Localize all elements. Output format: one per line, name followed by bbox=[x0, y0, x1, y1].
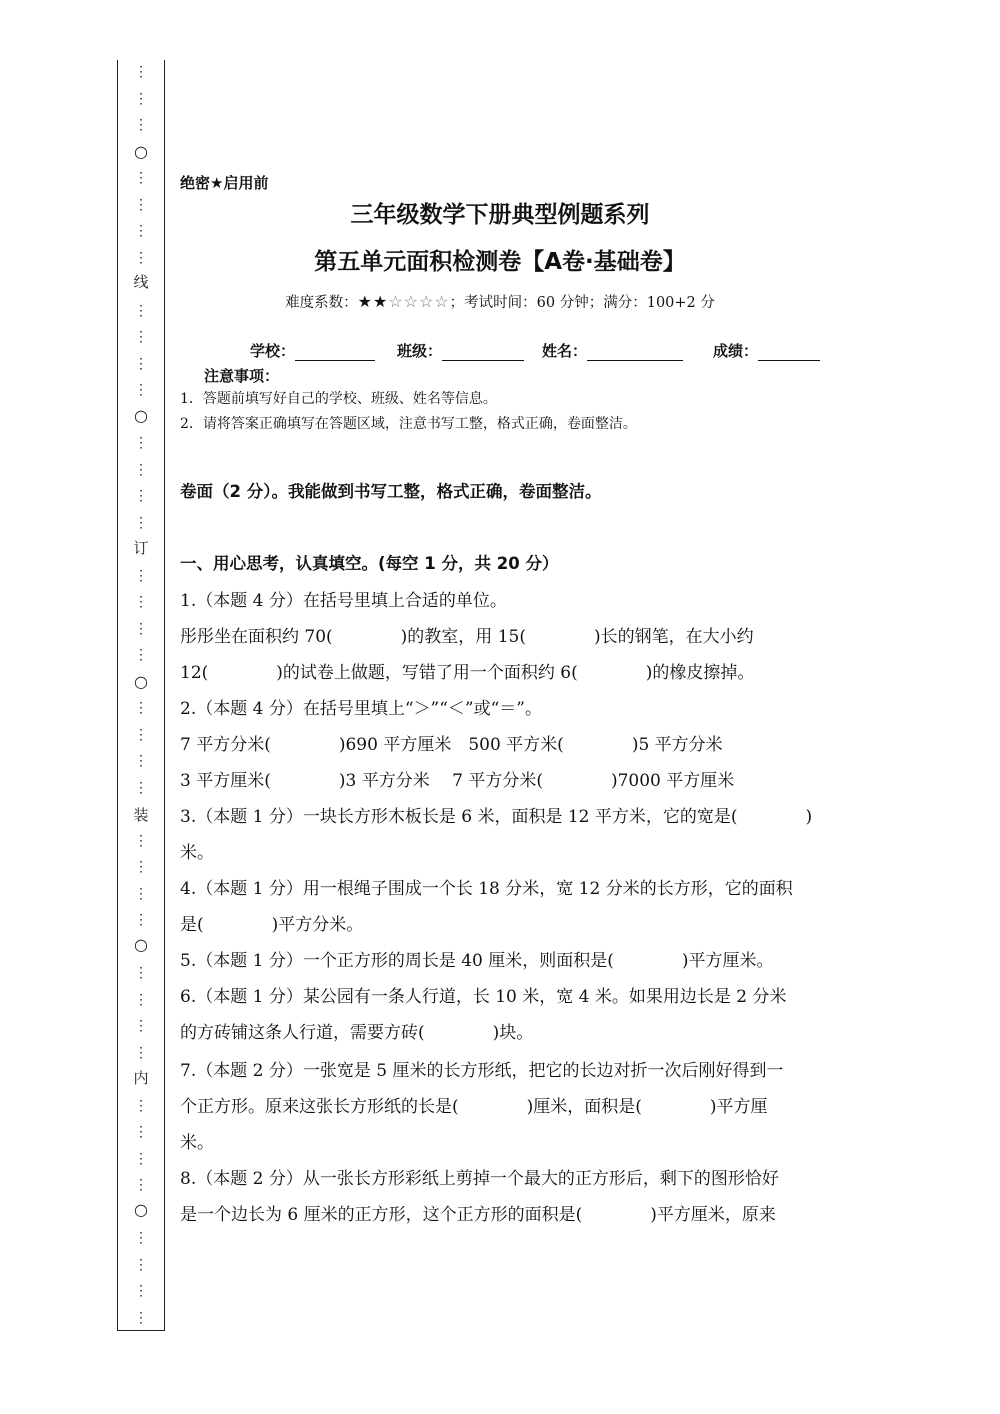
stars-empty: ☆☆☆☆ bbox=[388, 292, 450, 311]
binding-dots-icon: ⋮ bbox=[134, 461, 148, 478]
question-line: 3 平方厘米( )3 平方分米 7 平方分米( )7000 平方厘米 bbox=[180, 771, 735, 791]
notice-title: 注意事项： bbox=[204, 367, 280, 385]
question-line: 7.（本题 2 分）一张宽是 5 厘米的长方形纸，把它的长边对折一次后刚好得到一 bbox=[180, 1061, 784, 1081]
binding-dots-icon: ⋮ bbox=[134, 567, 148, 584]
difficulty-label: 难度系数： bbox=[285, 295, 358, 311]
question-line: 2.（本题 4 分）在括号里填上“＞”“＜”或“＝”。 bbox=[180, 699, 542, 719]
binding-circle-icon: ○ bbox=[134, 935, 148, 954]
question-line: 1.（本题 4 分）在括号里填上合适的单位。 bbox=[180, 591, 507, 611]
score-blank[interactable] bbox=[758, 344, 820, 361]
confidential-label: 绝密★启用前 bbox=[180, 174, 269, 192]
binding-dots-icon: ⋮ bbox=[134, 620, 148, 637]
question-line: 米。 bbox=[180, 843, 214, 863]
question-line: 4.（本题 1 分）用一根绳子围成一个长 18 分米，宽 12 分米的长方形，它的面积 bbox=[180, 879, 793, 899]
binding-label: 订 bbox=[133, 539, 149, 557]
binding-dots-icon: ⋮ bbox=[134, 753, 148, 769]
binding-dots-icon: ⋮ bbox=[134, 647, 148, 663]
page-subtitle: 第五单元面积检测卷【A卷·基础卷】 bbox=[314, 249, 686, 275]
binding-dots-icon: ⋮ bbox=[134, 1044, 148, 1061]
stars-filled: ★★ bbox=[357, 292, 389, 311]
time-info: ；考试时间：60 分钟；满分：100+2 分 bbox=[449, 295, 715, 311]
binding-dots-icon: ⋮ bbox=[134, 726, 148, 743]
question-line: 6.（本题 1 分）某公园有一条人行道，长 10 米，宽 4 米。如果用边长是 2 分米 bbox=[180, 987, 787, 1007]
binding-label: 线 bbox=[133, 273, 149, 291]
question-line: 8.（本题 2 分）从一张长方形彩纸上剪掉一个最大的正方形后，剩下的图形恰好 bbox=[180, 1169, 779, 1189]
binding-dots-icon: ⋮ bbox=[134, 1283, 148, 1299]
binding-dots-icon: ⋮ bbox=[134, 382, 148, 398]
binding-dots-icon: ⋮ bbox=[134, 435, 148, 451]
neatness-statement: 卷面（2 分）。我能做到书写工整，格式正确，卷面整洁。 bbox=[180, 482, 602, 501]
class-blank[interactable] bbox=[442, 344, 524, 361]
binding-dots-icon: ⋮ bbox=[134, 90, 148, 107]
page-title: 三年级数学下册典型例题系列 bbox=[350, 202, 650, 228]
binding-label: 装 bbox=[133, 806, 149, 824]
binding-dots-icon: ⋮ bbox=[134, 355, 148, 372]
class-field bbox=[397, 340, 524, 361]
binding-dots-icon: ⋮ bbox=[134, 1018, 148, 1034]
binding-dots-icon: ⋮ bbox=[134, 1256, 148, 1273]
binding-dots-icon: ⋮ bbox=[134, 249, 148, 266]
name-blank[interactable] bbox=[587, 344, 683, 361]
school-label: 学校： bbox=[250, 342, 296, 360]
binding-margin bbox=[117, 60, 165, 1331]
binding-dots-icon: ⋮ bbox=[134, 885, 148, 902]
question-line: 的方砖铺这条人行道，需要方砖( )块。 bbox=[180, 1023, 534, 1043]
binding-dots-icon: ⋮ bbox=[134, 223, 148, 239]
binding-dots-icon: ⋮ bbox=[134, 196, 148, 213]
binding-dots-icon: ⋮ bbox=[134, 488, 148, 504]
question-line: 3.（本题 1 分）一块长方形木板长是 6 米，面积是 12 平方米，它的宽是( ) bbox=[180, 807, 813, 827]
difficulty-stars-icon bbox=[358, 292, 450, 311]
notice-item: 1．答题前填写好自己的学校、班级、姓名等信息。 bbox=[180, 391, 497, 407]
notice-item: 2．请将答案正确填写在答题区域，注意书写工整，格式正确，卷面整洁。 bbox=[180, 416, 637, 432]
binding-dots-icon: ⋮ bbox=[134, 1309, 148, 1326]
binding-dots-icon: ⋮ bbox=[134, 912, 148, 928]
binding-dots-icon: ⋮ bbox=[134, 117, 148, 133]
binding-dots-icon: ⋮ bbox=[134, 965, 148, 981]
question-line: 彤彤坐在面积约 70( )的教室，用 15( )长的钢笔，在大小约 bbox=[180, 627, 754, 647]
binding-circle-icon: ○ bbox=[134, 142, 148, 161]
school-blank[interactable] bbox=[295, 344, 375, 361]
binding-dots-icon: ⋮ bbox=[134, 329, 148, 345]
binding-dots-icon: ⋮ bbox=[134, 779, 148, 796]
binding-dots-icon: ⋮ bbox=[134, 1150, 148, 1167]
section-title: 一、用心思考，认真填空。(每空 1 分，共 20 分） bbox=[180, 554, 559, 573]
binding-label: 内 bbox=[133, 1069, 149, 1087]
question-line: 是一个边长为 6 厘米的正方形，这个正方形的面积是( )平方厘米，原来 bbox=[180, 1205, 776, 1225]
question-line: 12( )的试卷上做题，写错了用一个面积约 6( )的橡皮擦掉。 bbox=[180, 663, 755, 683]
binding-dots-icon: ⋮ bbox=[134, 700, 148, 716]
binding-circle-icon: ○ bbox=[134, 1200, 148, 1219]
question-line: 7 平方分米( )690 平方厘米 500 平方米( )5 平方分米 bbox=[180, 735, 723, 755]
binding-dots-icon: ⋮ bbox=[134, 1097, 148, 1114]
binding-dots-icon: ⋮ bbox=[134, 594, 148, 610]
question-line: 个正方形。原来这张长方形纸的长是( )厘米，面积是( )平方厘 bbox=[180, 1097, 768, 1117]
binding-dots-icon: ⋮ bbox=[134, 64, 148, 80]
binding-dots-icon: ⋮ bbox=[134, 991, 148, 1008]
exam-meta bbox=[180, 291, 820, 312]
name-label: 姓名： bbox=[542, 342, 588, 360]
binding-dots-icon: ⋮ bbox=[134, 1177, 148, 1193]
score-field bbox=[713, 340, 820, 361]
school-field bbox=[250, 340, 375, 361]
question-line: 米。 bbox=[180, 1133, 214, 1153]
name-field bbox=[542, 340, 683, 361]
binding-dots-icon: ⋮ bbox=[134, 514, 148, 531]
binding-dots-icon: ⋮ bbox=[134, 170, 148, 186]
question-line: 是( )平方分米。 bbox=[180, 915, 364, 935]
binding-circle-icon: ○ bbox=[134, 406, 148, 425]
class-label: 班级： bbox=[397, 342, 443, 360]
binding-dots-icon: ⋮ bbox=[134, 832, 148, 849]
question-line: 5.（本题 1 分）一个正方形的周长是 40 厘米，则面积是( )平方厘米。 bbox=[180, 951, 774, 971]
score-label: 成绩： bbox=[713, 342, 759, 360]
binding-dots-icon: ⋮ bbox=[134, 1230, 148, 1246]
binding-dots-icon: ⋮ bbox=[134, 1124, 148, 1140]
binding-dots-icon: ⋮ bbox=[134, 302, 148, 319]
binding-circle-icon: ○ bbox=[134, 672, 148, 691]
binding-dots-icon: ⋮ bbox=[134, 859, 148, 875]
